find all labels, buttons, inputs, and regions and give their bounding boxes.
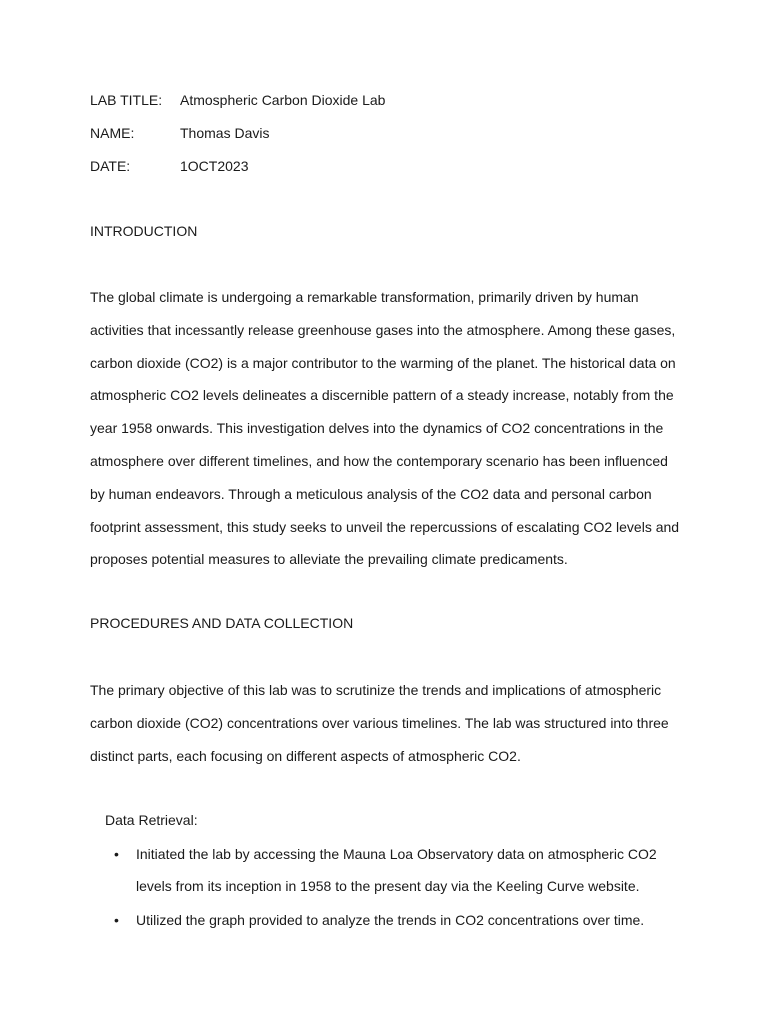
list-item-text: Initiated the lab by accessing the Mauna Loa Observatory data on atmospheric CO2 levels from its inception in 1958 to the present day via the Keeling Curve website.	[136, 846, 657, 894]
date-label: DATE:	[90, 158, 131, 174]
procedures-heading: PROCEDURES AND DATA COLLECTION	[90, 615, 354, 631]
date-value: 1OCT2023	[180, 158, 249, 174]
name-row	[90, 123, 269, 143]
lab-title-row	[90, 90, 385, 110]
list-item	[90, 905, 670, 937]
bullet-icon: •	[114, 846, 119, 862]
bullet-icon: •	[114, 912, 119, 928]
date-row	[90, 156, 248, 176]
data-retrieval-list	[90, 839, 670, 937]
lab-title-value: Atmospheric Carbon Dioxide Lab	[180, 92, 386, 108]
list-item	[90, 839, 670, 902]
introduction-paragraph: The global climate is undergoing a remarkable transformation, primarily driven by human activities that incessantly release greenhouse gases into the atmosphere. Among these gases, carbon dioxide (CO2) is a major contributor to the warming of the planet. The historical data on atmospheric CO2 levels delineates a discernible pattern of a steady increase, notably from the year 1958 onwards. This investigation delves into the dynamics of CO2 concentrations in the atmosphere over different timelines, and how the contemporary scenario has been influenced by human endeavors. Through a meticulous analysis of the CO2 data and personal carbon footprint assessment, this study seeks to unveil the repercussions of escalating CO2 levels and proposes potential measures to alleviate the prevailing climate predicaments.	[90, 289, 680, 568]
lab-title-label: LAB TITLE:	[90, 92, 163, 108]
introduction-heading: INTRODUCTION	[90, 223, 198, 239]
name-value: Thomas Davis	[180, 125, 270, 141]
procedures-paragraph: The primary objective of this lab was to scrutinize the trends and implications of atmospheric carbon dioxide (CO2) concentrations over various timelines. The lab was structured into three distinct parts, each focusing on different aspects of atmospheric CO2.	[90, 682, 669, 764]
data-retrieval-heading: Data Retrieval:	[105, 812, 198, 828]
name-label: NAME:	[90, 125, 135, 141]
list-item-text: Utilized the graph provided to analyze the trends in CO2 concentrations over time.	[136, 912, 645, 928]
